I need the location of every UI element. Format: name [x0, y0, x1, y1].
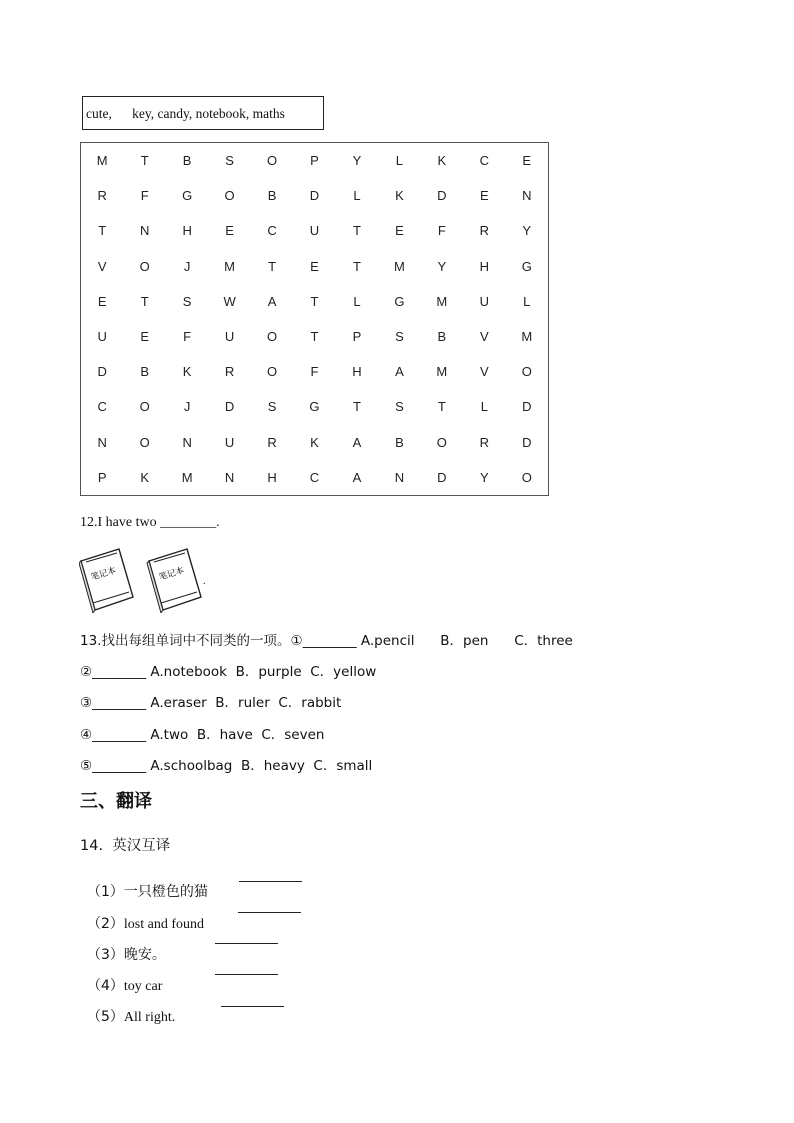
grid-letter: F — [183, 329, 192, 345]
grid-letter: K — [395, 188, 404, 204]
grid-letter: S — [182, 293, 192, 309]
grid-letter: K — [140, 469, 150, 485]
grid-letter: E — [225, 223, 234, 239]
grid-letter: N — [224, 469, 235, 485]
grid-letter: C — [267, 223, 277, 239]
grid-letter: T — [437, 399, 446, 415]
grid-letter: U — [309, 223, 320, 239]
trailing-dot: . — [203, 576, 206, 587]
grid-letter: Y — [522, 223, 532, 239]
item-text: lost and found — [123, 917, 205, 932]
notebook-label: 笔记本 — [89, 565, 118, 583]
grid-letter: D — [522, 399, 532, 415]
grid-letter: D — [224, 399, 235, 415]
grid-letter: G — [394, 293, 405, 309]
grid-letter: N — [139, 223, 150, 239]
grid-letter: E — [395, 223, 404, 239]
grid-letter: O — [139, 399, 150, 415]
grid-letter: L — [480, 399, 488, 415]
grid-letter: G — [182, 188, 193, 204]
grid-letter: O — [266, 153, 278, 169]
grid-letter: F — [310, 364, 319, 380]
item-number: （2） — [87, 916, 124, 932]
question-14-title: 14. 英汉互译 — [80, 838, 171, 854]
grid-letter: C — [97, 399, 107, 415]
grid-letter: U — [479, 293, 489, 309]
grid-letter: H — [267, 469, 277, 485]
item-number: （1） — [87, 884, 124, 900]
item-text: All right. — [123, 1010, 176, 1025]
grid-letter: O — [224, 188, 235, 204]
grid-letter: R — [267, 434, 277, 450]
grid-letter: S — [225, 153, 234, 169]
question-13-item: ②________ A.notebook B．purple C．yellow — [80, 664, 377, 680]
grid-letter: T — [352, 258, 361, 274]
grid-letter: J — [183, 258, 191, 274]
grid-letter: O — [521, 469, 532, 485]
grid-letter: R — [224, 364, 235, 380]
question-13-item: ④________ A.two B．have C．seven — [80, 727, 325, 743]
grid-letter: V — [479, 329, 489, 345]
notebook-icon — [79, 549, 133, 613]
grid-letter: R — [97, 188, 107, 204]
notebook-images — [79, 547, 209, 618]
grid-letter: N — [522, 188, 532, 204]
grid-letter: M — [96, 153, 108, 169]
grid-letter: B — [395, 434, 404, 450]
grid-letter: C — [479, 153, 489, 169]
grid-letter: S — [395, 399, 404, 415]
grid-letter: U — [224, 434, 235, 450]
grid-letter: E — [479, 188, 489, 204]
grid-letter: F — [140, 188, 149, 204]
answer-blank — [238, 912, 301, 913]
grid-letter: A — [267, 293, 277, 309]
notebook-icon — [147, 549, 201, 613]
grid-letter: S — [395, 329, 404, 345]
grid-letter: D — [97, 364, 107, 380]
grid-letter: K — [310, 434, 319, 450]
grid-letter: L — [353, 188, 361, 204]
grid-letter: B — [182, 153, 192, 169]
grid-letter: T — [310, 329, 319, 345]
grid-letter: M — [436, 293, 448, 309]
grid-letter: H — [479, 258, 489, 274]
item-number: （3） — [87, 947, 124, 963]
answer-blank — [239, 881, 302, 882]
grid-letter: E — [522, 153, 532, 169]
question-13-intro: 13.找出每组单词中不同类的一项。①________ A.pencil B．pen C．three — [80, 633, 573, 649]
question-12: 12.I have two ________. — [80, 515, 220, 530]
grid-letter: A — [352, 434, 362, 450]
grid-letter: G — [521, 258, 532, 274]
item-text: 一只橙色的猫 — [123, 884, 208, 900]
item-number: （4） — [87, 978, 124, 994]
grid-letter: M — [521, 329, 533, 345]
grid-letter: R — [479, 223, 489, 239]
grid-letter: M — [224, 258, 235, 274]
grid-letter: J — [183, 399, 191, 415]
grid-letter: M — [436, 364, 448, 380]
grid-letter: V — [479, 364, 489, 380]
grid-letter: D — [437, 188, 447, 204]
grid-letter: D — [309, 188, 320, 204]
grid-letter: N — [97, 434, 107, 450]
grid-letter: O — [139, 258, 150, 274]
grid-letter: M — [181, 469, 193, 485]
grid-letter: D — [522, 434, 532, 450]
grid-letter: F — [437, 223, 446, 239]
grid-letter: U — [224, 329, 235, 345]
grid-letter: W — [223, 293, 236, 309]
grid-letter: H — [352, 364, 362, 380]
grid-letter: G — [309, 399, 320, 415]
grid-letter: Y — [479, 469, 489, 485]
grid-letter: T — [310, 293, 319, 309]
question-13-item: ⑤________ A.schoolbag B．heavy C．small — [80, 758, 373, 774]
grid-letter: E — [97, 293, 107, 309]
word-bank-box: cute, key, candy, notebook, maths — [82, 96, 324, 130]
grid-letter: E — [310, 258, 319, 274]
grid-letter: O — [436, 434, 447, 450]
section-heading: 三、翻译 — [80, 791, 152, 812]
grid-letter: Y — [352, 153, 362, 169]
translation-item — [80, 865, 208, 901]
answer-blank — [215, 943, 278, 944]
question-13-item: ③________ A.eraser B．ruler C．rabbit — [80, 695, 342, 711]
grid-letter: T — [352, 223, 361, 239]
grid-letter: A — [352, 469, 362, 485]
grid-letter: P — [310, 153, 319, 169]
notebook-icon-pair — [79, 547, 209, 613]
grid-letter: O — [266, 329, 278, 345]
grid-letter: V — [97, 258, 107, 274]
item-number: （5） — [87, 1009, 124, 1025]
grid-letter: D — [437, 469, 447, 485]
answer-blank — [215, 974, 278, 975]
grid-letter: S — [267, 399, 277, 415]
grid-letter: R — [479, 434, 489, 450]
grid-letter: N — [182, 434, 192, 450]
grid-letter: T — [140, 293, 149, 309]
grid-letter: C — [309, 469, 320, 485]
grid-letter: O — [139, 434, 150, 450]
grid-letter: M — [393, 258, 405, 274]
grid-letter: L — [523, 293, 531, 309]
grid-letter: N — [394, 469, 405, 485]
grid-letter: Y — [437, 258, 447, 274]
grid-letter: T — [98, 223, 107, 239]
grid-letter: K — [182, 364, 192, 380]
word-search-grid — [80, 142, 549, 496]
grid-letter: P — [97, 469, 107, 485]
grid-letter: B — [140, 364, 150, 380]
answer-blank — [221, 1006, 284, 1007]
grid-letter: B — [267, 188, 277, 204]
grid-letter: L — [353, 293, 361, 309]
grid-letter: O — [521, 364, 532, 380]
grid-letter: T — [268, 258, 277, 274]
grid-letter: B — [437, 329, 447, 345]
item-text: toy car — [123, 979, 163, 994]
grid-letter: K — [437, 153, 447, 169]
grid-letter: L — [395, 153, 404, 169]
item-text: 晚安。 — [123, 947, 166, 963]
translation-item — [80, 990, 175, 1026]
notebook-label: 笔记本 — [157, 565, 186, 583]
grid-letter: T — [140, 153, 149, 169]
grid-letter: P — [352, 329, 362, 345]
grid-letter: E — [140, 329, 150, 345]
grid-letter: T — [352, 399, 361, 415]
grid-letter: U — [97, 329, 107, 345]
grid-letter: A — [395, 364, 404, 380]
grid-letter: O — [266, 364, 278, 380]
grid-letter: H — [182, 223, 192, 239]
